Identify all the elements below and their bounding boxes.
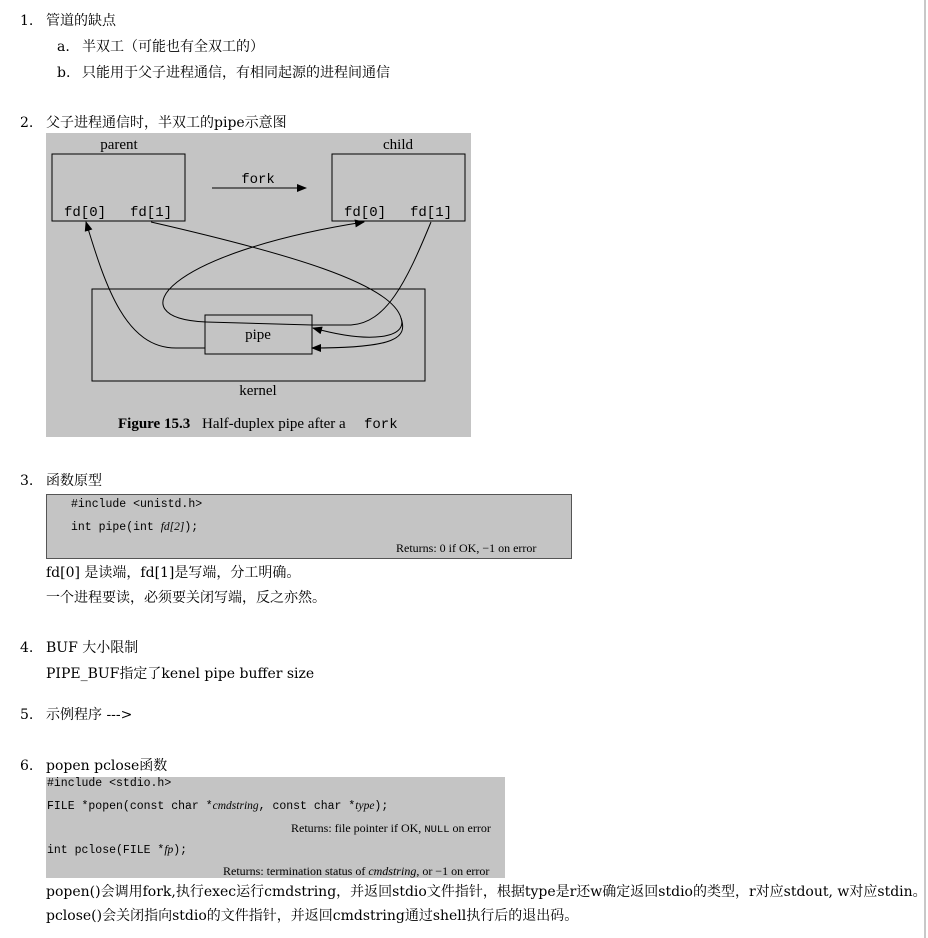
pipe-returns-line: Returns: 0 if OK, −1 on error (396, 541, 537, 555)
item-3-number: 3. (20, 473, 34, 489)
pipe-signature-line: int pipe(int fd[2]); (71, 521, 199, 534)
item-1b-label: b. (57, 65, 71, 81)
item-2-number: 2. (20, 115, 34, 131)
child-fd0: fd[0] (344, 205, 387, 221)
item-5-number: 5. (20, 707, 34, 723)
item-1-number: 1. (20, 13, 34, 29)
pipe-diagram-figure (46, 133, 471, 437)
item-3-note-1: fd[0] 是读端，fd[1]是写端，分工明确。 (46, 565, 301, 581)
parent-fd1: fd[1] (130, 205, 173, 221)
item-4-note: PIPE_BUF指定了kenel pipe buffer size (46, 666, 315, 682)
item-4-number: 4. (20, 640, 34, 656)
item-4-title: BUF 大小限制 (46, 640, 139, 656)
item-6-number: 6. (20, 758, 34, 774)
figure-caption-code: fork (364, 417, 398, 433)
popen-signature-line: FILE *popen(const char *cmdstring, const char *type); (47, 800, 389, 813)
kernel-label: kernel (239, 383, 277, 399)
item-1a-label: a. (57, 39, 70, 55)
popen-returns-line: Returns: file pointer if OK, NULL on error (291, 821, 491, 836)
figure-caption-number: Figure 15.3 (118, 416, 191, 432)
popen-prototype-box (46, 777, 505, 878)
parent-fd0: fd[0] (64, 205, 107, 221)
page-right-border (924, 0, 926, 938)
item-6-title: popen pclose函数 (46, 758, 168, 774)
item-1a-text: 半双工（可能也有全双工的） (82, 39, 264, 55)
item-3-note-2: 一个进程要读，必须要关闭写端，反之亦然。 (46, 590, 326, 606)
parent-label: parent (100, 137, 138, 153)
popen-include-line: #include <stdio.h> (47, 777, 172, 790)
pipe-label: pipe (245, 327, 271, 343)
child-fd1: fd[1] (410, 205, 453, 221)
item-6-note-1: popen()会调用fork,执行exec运行cmdstring，并返回stdio文件指针，根据type是r还w确定返回stdio的类型，r对应stdout, w对应stdin。 (46, 884, 927, 900)
item-3-title: 函数原型 (46, 473, 102, 489)
item-2-title: 父子进程通信时，半双工的pipe示意图 (46, 115, 287, 131)
fork-label: fork (241, 172, 275, 188)
item-6-note-2: pclose()会关闭指向stdio的文件指针，并返回cmdstring通过shell执行后的退出码。 (46, 908, 579, 924)
pclose-signature-line: int pclose(FILE *fp); (47, 844, 188, 857)
item-5-title: 示例程序 ---> (46, 707, 133, 723)
figure-caption-text: Half-duplex pipe after a (202, 416, 346, 432)
item-1b-text: 只能用于父子进程通信，有相同起源的进程间通信 (82, 65, 390, 81)
pipe-diagram-svg (46, 133, 471, 437)
child-label: child (383, 137, 413, 153)
pipe-prototype-box (46, 494, 572, 559)
pclose-returns-line: Returns: termination status of cmdstring, or −1 on error (223, 864, 490, 878)
item-1-title: 管道的缺点 (46, 13, 116, 29)
pipe-include-line: #include <unistd.h> (71, 498, 203, 511)
